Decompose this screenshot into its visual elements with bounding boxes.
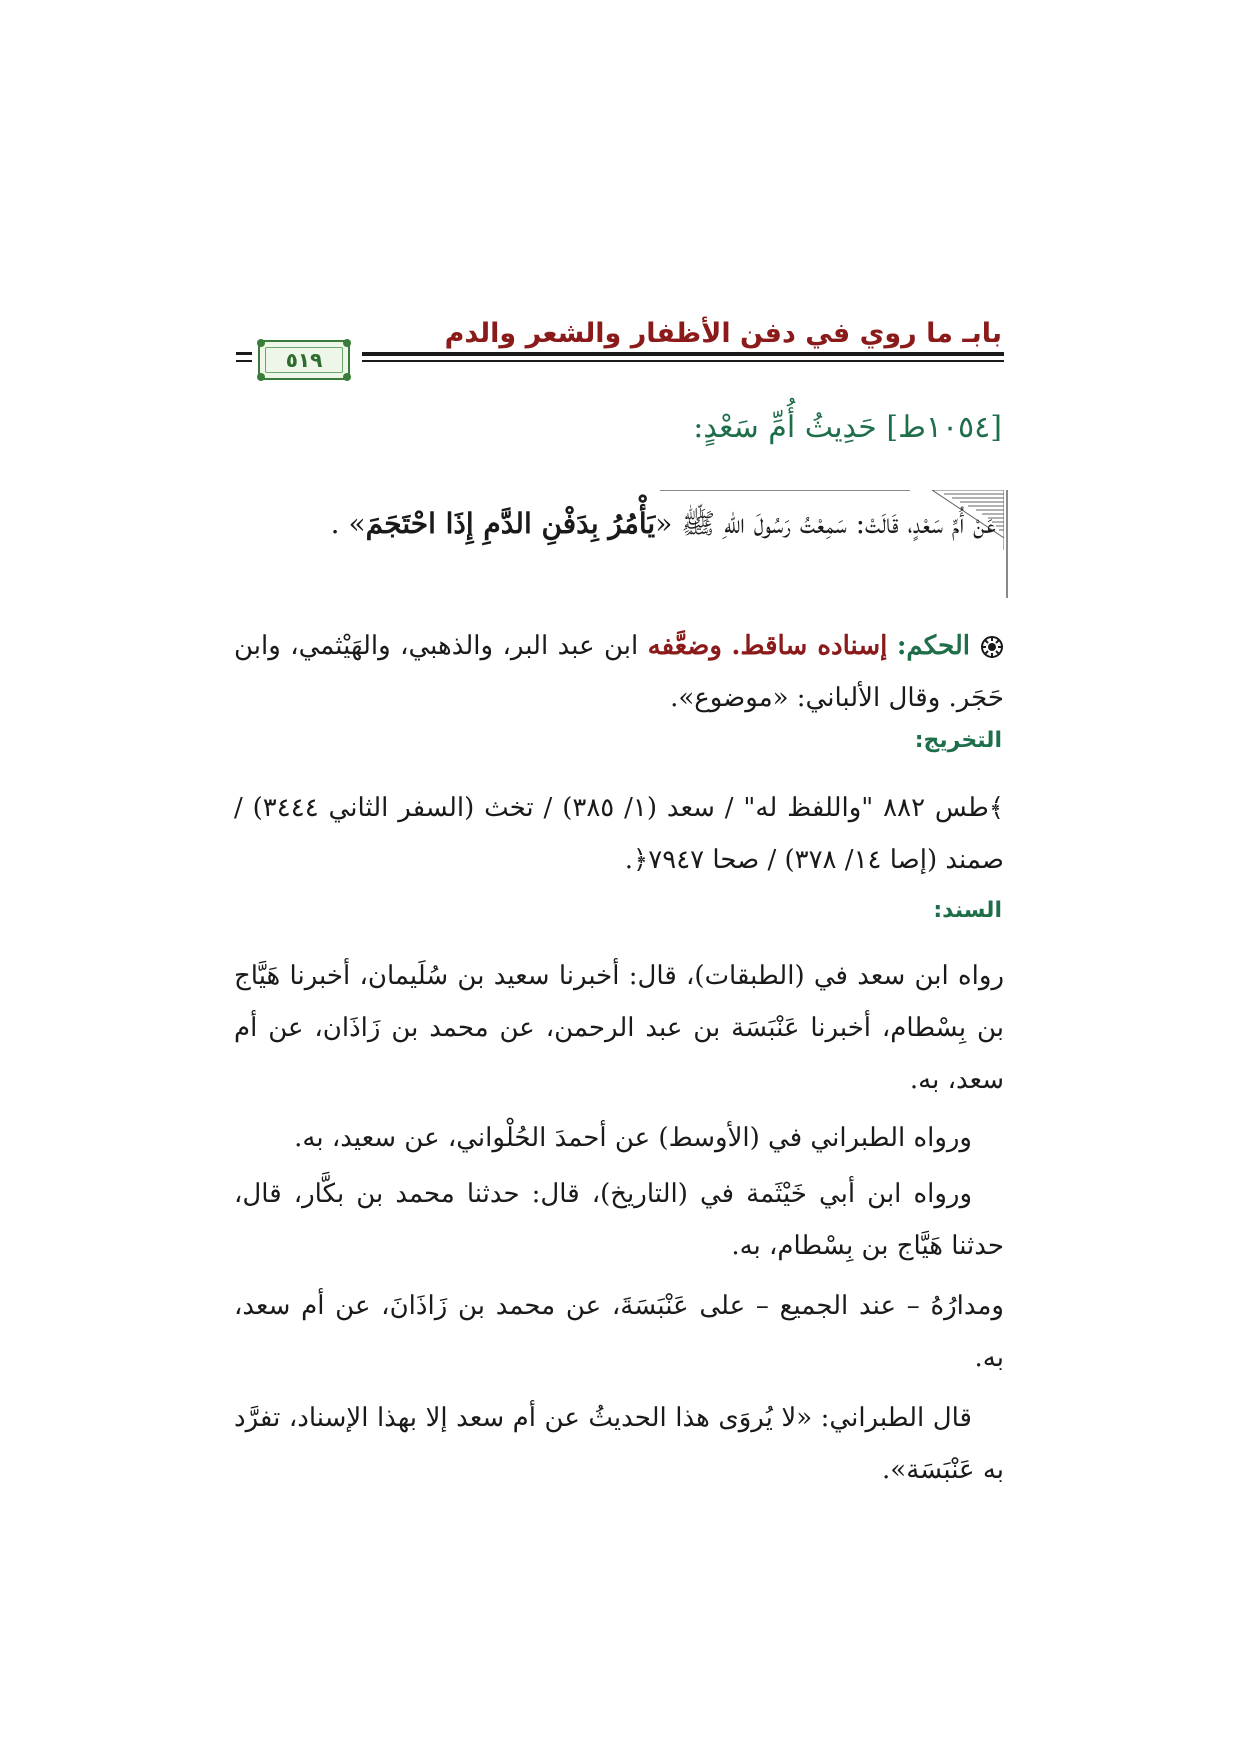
- ruling-verdict: إسناده ساقط.: [731, 631, 888, 661]
- sanad-paragraph-1: رواه ابن سعد في (الطبقات)، قال: أخبرنا سعيد بن سُلَيمان، أخبرنا هَيَّاج بن بِسْطام، أخبرنا عَنْبَسَة بن عبد الرحمن، عن محمد بن زَاذَان، عن أم سعد، به.: [234, 961, 1004, 1095]
- flower-bullet-icon: [980, 635, 1004, 659]
- hadith-matn: [234, 496, 996, 552]
- takhrij-text: ﴾طس ٨٨٢ "واللفظ له" / سعد (١/ ٣٨٥) / تخث (السفر الثاني ٣٤٤٤) / صمند (إصا ١٤/ ٣٧٨) / صحا ٧٩٤٧﴿.: [234, 793, 1005, 875]
- sanad-paragraph-2: ورواه الطبراني في (الأوسط) عن أحمدَ الحُلْواني، عن سعيد، به.: [294, 1123, 972, 1153]
- takhrij-label: التخريج:: [914, 728, 1002, 753]
- chapter-title: بابـ ما روي في دفن الأظفار والشعر والدم: [444, 318, 1002, 349]
- ruling-paragraph: [234, 620, 1004, 724]
- sanad-paragraph-4: ومدارُهُ – عند الجميع – على عَنْبَسَةَ، عن محمد بن زَاذَانَ، عن أم سعد، به.: [234, 1291, 1004, 1373]
- sanad-label: السند:: [933, 898, 1002, 923]
- ruling-weakened-label: وضعَّفه: [647, 631, 722, 661]
- ruling-text: ابن عبد البر، والذهبي، والهَيْثمي، وابن حَجَر. وقال الألباني: «موضوع».: [234, 631, 1004, 713]
- matn-prophetic-text: يَأْمُرُ بِدَفْنِ الدَّمِ إِذَا احْتَجَمَ: [365, 507, 656, 540]
- frame-right-line: [1006, 490, 1008, 598]
- matn-end: » .: [330, 507, 366, 540]
- sanad-paragraph-3: ورواه ابن أبي خَيْثَمة في (التاريخ)، قال: حدثنا محمد بن بكَّار، قال، حدثنا هَيَّاج بن بِسْطام، به.: [234, 1179, 1004, 1261]
- header-rule-left-a: [236, 352, 252, 355]
- header-rule-thin: [362, 360, 1004, 362]
- frame-top-line: [660, 490, 910, 491]
- page-number: ٥١٩: [285, 348, 323, 372]
- sanad-paragraph-5: قال الطبراني: «لا يُروَى هذا الحديثُ عن أم سعد إلا بهذا الإسناد، تفرَّد به عَنْبَسَة».: [234, 1403, 1004, 1485]
- hadith-heading: [١٠٥٤ط] حَدِيثُ أُمِّ سَعْدٍ:: [693, 410, 1002, 445]
- matn-intro: عَنْ أُمِّ سَعْدٍ، قَالَتْ: سَمِعْتُ رَسُولَ اللهِ ﷺ «: [655, 507, 996, 540]
- header-rule-thick: [362, 352, 1004, 356]
- page-number-badge: [258, 340, 350, 380]
- header-rule-left-b: [236, 360, 252, 362]
- ruling-label: الحكم:: [896, 631, 971, 661]
